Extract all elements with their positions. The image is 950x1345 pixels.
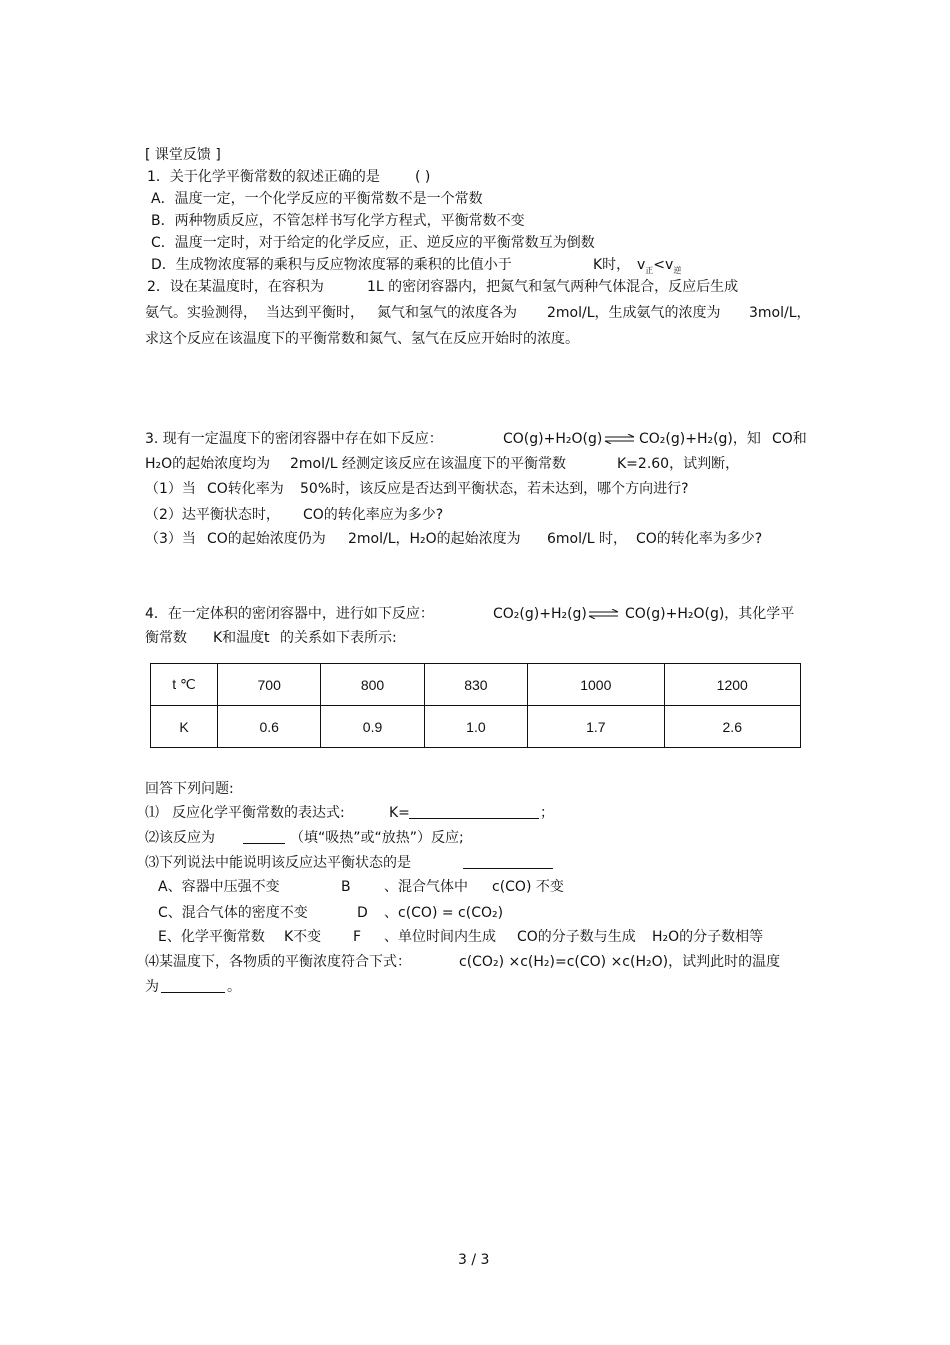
q2-line3: 求这个反应在该温度下的平衡常数和氮气、氢气在反应开始时的浓度。 — [145, 331, 579, 347]
q3-sub3-b: CO的起始浓度仍为 — [207, 531, 326, 547]
subscript-reverse: 逆 — [673, 265, 682, 275]
q2-line2-e: 3mol/L， — [749, 305, 811, 321]
table-cell: K — [151, 706, 218, 748]
q3-equation-left: CO(g)+H₂O(g) — [503, 431, 603, 447]
a3-option-e: E、化学平衡常数 — [158, 929, 265, 945]
q3-sub3-c: 2mol/L，H₂O的起始浓度为 — [348, 531, 521, 547]
a2-text: ⑵该反应为 — [145, 830, 215, 846]
a2-answer-blank[interactable] — [243, 829, 285, 844]
q1-answer-paren: ( ) — [415, 169, 431, 185]
q2-line1-a: 2．设在某温度时，在容积为 — [147, 279, 324, 295]
a3-option-f-text: 、单位时间内生成 — [384, 929, 496, 945]
a3-option-f-h2o: H₂O的分子数相等 — [652, 929, 764, 945]
a1-k: K= — [389, 805, 410, 821]
q2-line2-d: 2mol/L，生成氨气的浓度为 — [547, 305, 721, 321]
q3-equation-right: CO₂(g)+H₂(g)，知 — [639, 431, 761, 447]
a3-option-a: A、容器中压强不变 — [158, 879, 280, 895]
q4-equation-right: CO(g)+H₂O(g)，其化学平 — [625, 606, 795, 622]
k-temperature-table — [150, 663, 801, 748]
q1-option-d: D．生成物浓度幂的乘积与反应物浓度幂的乘积的比值小于 — [151, 257, 512, 273]
q1-option-d-k: K时， — [593, 257, 631, 273]
a3-text: ⑶下列说法中能说明该反应达平衡状态的是 — [145, 855, 411, 871]
q2-line1-b: 1L 的密闭容器内，把氮气和氢气两种气体混合，反应后生成 — [367, 279, 739, 295]
a3-option-d-expr: 、c(CO) = c(CO₂) — [384, 905, 504, 921]
table-cell: t ℃ — [151, 664, 218, 706]
table-cell: 800 — [321, 664, 424, 706]
answer-header: 回答下列问题: — [145, 781, 234, 797]
table-row — [151, 706, 801, 748]
a3-answer-blank[interactable] — [463, 854, 553, 869]
table-cell: 0.6 — [218, 706, 321, 748]
a3-option-f-label: F — [353, 929, 362, 945]
q3-line2-a: H₂O的起始浓度均为 — [145, 456, 271, 472]
q3-sub2-b: CO的转化率应为多少? — [303, 507, 444, 523]
q3-line1-d: CO和 — [772, 431, 807, 447]
a4-end: 。 — [227, 979, 241, 995]
a4-text: ⑷某温度下，各物质的平衡浓度符合下式： — [145, 954, 411, 970]
table-cell: 0.9 — [321, 706, 424, 748]
equilibrium-arrow-icon — [588, 609, 620, 619]
subscript-forward: 正 — [645, 265, 654, 275]
q3-sub3-e: CO的转化率为多少? — [636, 531, 763, 547]
table-cell: 700 — [218, 664, 321, 706]
table-cell: 1.7 — [528, 706, 664, 748]
q2-line2-b: 当达到平衡时， — [266, 305, 364, 321]
a3-option-b-label: B — [341, 879, 351, 895]
q4-line2-d: 的关系如下表所示: — [280, 630, 397, 646]
table-cell: 1.0 — [424, 706, 527, 748]
q3-sub1-b: CO转化率为 — [207, 481, 284, 497]
q3-line2-c: K=2.60，试判断， — [617, 456, 740, 472]
a3-option-f-co: CO的分子数与生成 — [517, 929, 636, 945]
q3-sub3-d: 6mol/L 时， — [547, 531, 627, 547]
a1-text: 反应化学平衡常数的表达式: — [172, 805, 345, 821]
a3-option-c: C、混合气体的密度不变 — [158, 905, 308, 921]
less-than-v: <v — [653, 257, 674, 273]
section-header: [ 课堂反馈 ] — [145, 147, 221, 163]
a1-answer-blank[interactable] — [409, 804, 539, 819]
a3-option-e-k: K不变 — [284, 929, 322, 945]
q4-line2-c: t — [264, 630, 270, 646]
a4-answer-blank[interactable] — [161, 978, 225, 993]
q3-sub2-a: （2）达平衡状态时， — [145, 507, 280, 523]
q3-line2-b: 2mol/L 经测定该反应在该温度下的平衡常数 — [290, 456, 566, 472]
q2-line2-a: 氨气。实验测得， — [145, 305, 257, 321]
q3-sub1-c: 50%时，该反应是否达到平衡状态，若未达到，哪个方向进行? — [300, 481, 689, 497]
a2-hint: （填“吸热”或“放热”）反应; — [290, 830, 464, 846]
q3-line1-a: 3. 现有一定温度下的密闭容器中存在如下反应： — [145, 431, 443, 447]
a1-end: ； — [540, 805, 554, 821]
a3-option-b-text: 、混合气体中 — [384, 879, 468, 895]
v-symbol: v — [637, 257, 646, 273]
table-cell: 1200 — [664, 664, 800, 706]
equilibrium-arrow-icon — [604, 434, 636, 444]
a3-option-d-label: D — [357, 905, 368, 921]
q4-line1-a: 4．在一定体积的密闭容器中，进行如下反应： — [145, 606, 434, 622]
table-cell: 1000 — [528, 664, 664, 706]
q1-option-d-inequality — [637, 256, 681, 280]
a4-expr: c(CO₂) ×c(H₂)=c(CO) ×c(H₂O)，试判此时的温度 — [459, 954, 781, 970]
q4-line2-a: 衡常数 — [145, 630, 187, 646]
q3-sub1-a: （1）当 — [145, 481, 196, 497]
q2-line2-c: 氮气和氢气的浓度各为 — [377, 305, 517, 321]
q1-option-c: C．温度一定时，对于给定的化学反应，正、逆反应的平衡常数互为倒数 — [151, 235, 595, 251]
a1-number: ⑴ — [145, 805, 159, 821]
table-cell: 830 — [424, 664, 527, 706]
a4-wei: 为 — [145, 979, 159, 995]
table-row — [151, 664, 801, 706]
q4-line2-b: K和温度 — [213, 630, 265, 646]
table-cell: 2.6 — [664, 706, 800, 748]
q1-option-a: A．温度一定，一个化学反应的平衡常数不是一个常数 — [151, 191, 483, 207]
q4-equation-left: CO₂(g)+H₂(g) — [493, 606, 587, 622]
page-number: 3 / 3 — [458, 1252, 490, 1268]
q1-stem: 1．关于化学平衡常数的叙述正确的是 — [147, 169, 380, 185]
a3-option-b-expr: c(CO) 不变 — [492, 879, 564, 895]
q1-option-b: B．两种物质反应，不管怎样书写化学方程式，平衡常数不变 — [151, 213, 525, 229]
q3-sub3-a: （3）当 — [145, 531, 196, 547]
